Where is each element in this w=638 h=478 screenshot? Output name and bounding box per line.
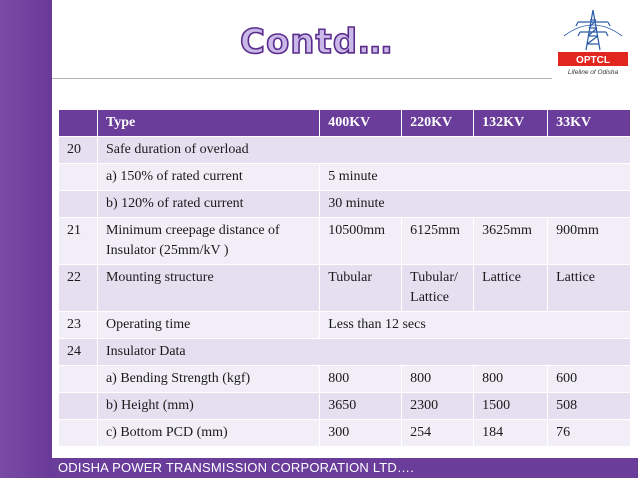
row-number: 23: [59, 312, 98, 339]
col-header-220kv: 220KV: [402, 110, 474, 137]
row-value-merged: Less than 12 secs: [320, 312, 631, 339]
row-value-132kv: 800: [474, 366, 548, 393]
row-number: [59, 164, 98, 191]
row-value-220kv: 2300: [402, 393, 474, 420]
slide-title: Contd…: [240, 22, 394, 62]
row-value-33kv: 508: [548, 393, 631, 420]
row-value-220kv: 6125mm: [402, 218, 474, 265]
logo-name: OPTCL: [576, 55, 610, 66]
row-value-132kv: Lattice: [474, 265, 548, 312]
row-parameter: Safe duration of overload: [97, 137, 630, 164]
table-row: [59, 393, 631, 420]
row-value-400kv: 300: [320, 420, 402, 447]
row-value-400kv: Tubular: [320, 265, 402, 312]
table-row: [59, 137, 631, 164]
optcl-logo: [556, 6, 630, 78]
table-row: [59, 312, 631, 339]
row-number: [59, 366, 98, 393]
table-row: [59, 265, 631, 312]
table-row: [59, 420, 631, 447]
row-parameter: a) 150% of rated current: [97, 164, 319, 191]
row-value-132kv: 184: [474, 420, 548, 447]
table-row: [59, 218, 631, 265]
col-header-type: Type: [97, 110, 319, 137]
row-number: [59, 420, 98, 447]
row-number: 21: [59, 218, 98, 265]
row-parameter: c) Bottom PCD (mm): [97, 420, 319, 447]
row-value-merged: 5 minute: [320, 164, 631, 191]
col-header-33kv: 33KV: [548, 110, 631, 137]
col-header-no: [59, 110, 98, 137]
row-number: 20: [59, 137, 98, 164]
table-row: [59, 366, 631, 393]
footer-bar: [52, 458, 638, 478]
row-value-132kv: 3625mm: [474, 218, 548, 265]
transmission-tower-icon: [564, 10, 622, 50]
row-value-merged: 30 minute: [320, 191, 631, 218]
specification-table: [58, 109, 631, 447]
table-row: [59, 191, 631, 218]
table-header-row: [59, 110, 631, 137]
col-header-132kv: 132KV: [474, 110, 548, 137]
row-parameter: Minimum creepage distance of Insulator (25mm/kV ): [97, 218, 319, 265]
row-value-400kv: 800: [320, 366, 402, 393]
row-parameter: a) Bending Strength (kgf): [97, 366, 319, 393]
row-value-400kv: 10500mm: [320, 218, 402, 265]
row-value-400kv: 3650: [320, 393, 402, 420]
row-parameter: Mounting structure: [97, 265, 319, 312]
row-parameter: b) Height (mm): [97, 393, 319, 420]
row-value-220kv: Tubular/ Lattice: [402, 265, 474, 312]
row-parameter: Insulator Data: [97, 339, 630, 366]
row-parameter: Operating time: [97, 312, 319, 339]
row-value-33kv: 76: [548, 420, 631, 447]
row-value-33kv: 600: [548, 366, 631, 393]
row-parameter: b) 120% of rated current: [97, 191, 319, 218]
row-number: 22: [59, 265, 98, 312]
row-number: [59, 191, 98, 218]
row-value-220kv: 254: [402, 420, 474, 447]
row-value-132kv: 1500: [474, 393, 548, 420]
row-value-33kv: 900mm: [548, 218, 631, 265]
table-row: [59, 164, 631, 191]
left-accent-bar: [0, 0, 52, 478]
table-row: [59, 339, 631, 366]
row-value-33kv: Lattice: [548, 265, 631, 312]
footer-company-name: ODISHA POWER TRANSMISSION CORPORATION LTD….: [58, 460, 415, 475]
logo-tagline: Lifeline of Odisha: [567, 69, 619, 76]
row-number: 24: [59, 339, 98, 366]
col-header-400kv: 400KV: [320, 110, 402, 137]
row-number: [59, 393, 98, 420]
row-value-220kv: 800: [402, 366, 474, 393]
title-divider: [52, 78, 552, 79]
